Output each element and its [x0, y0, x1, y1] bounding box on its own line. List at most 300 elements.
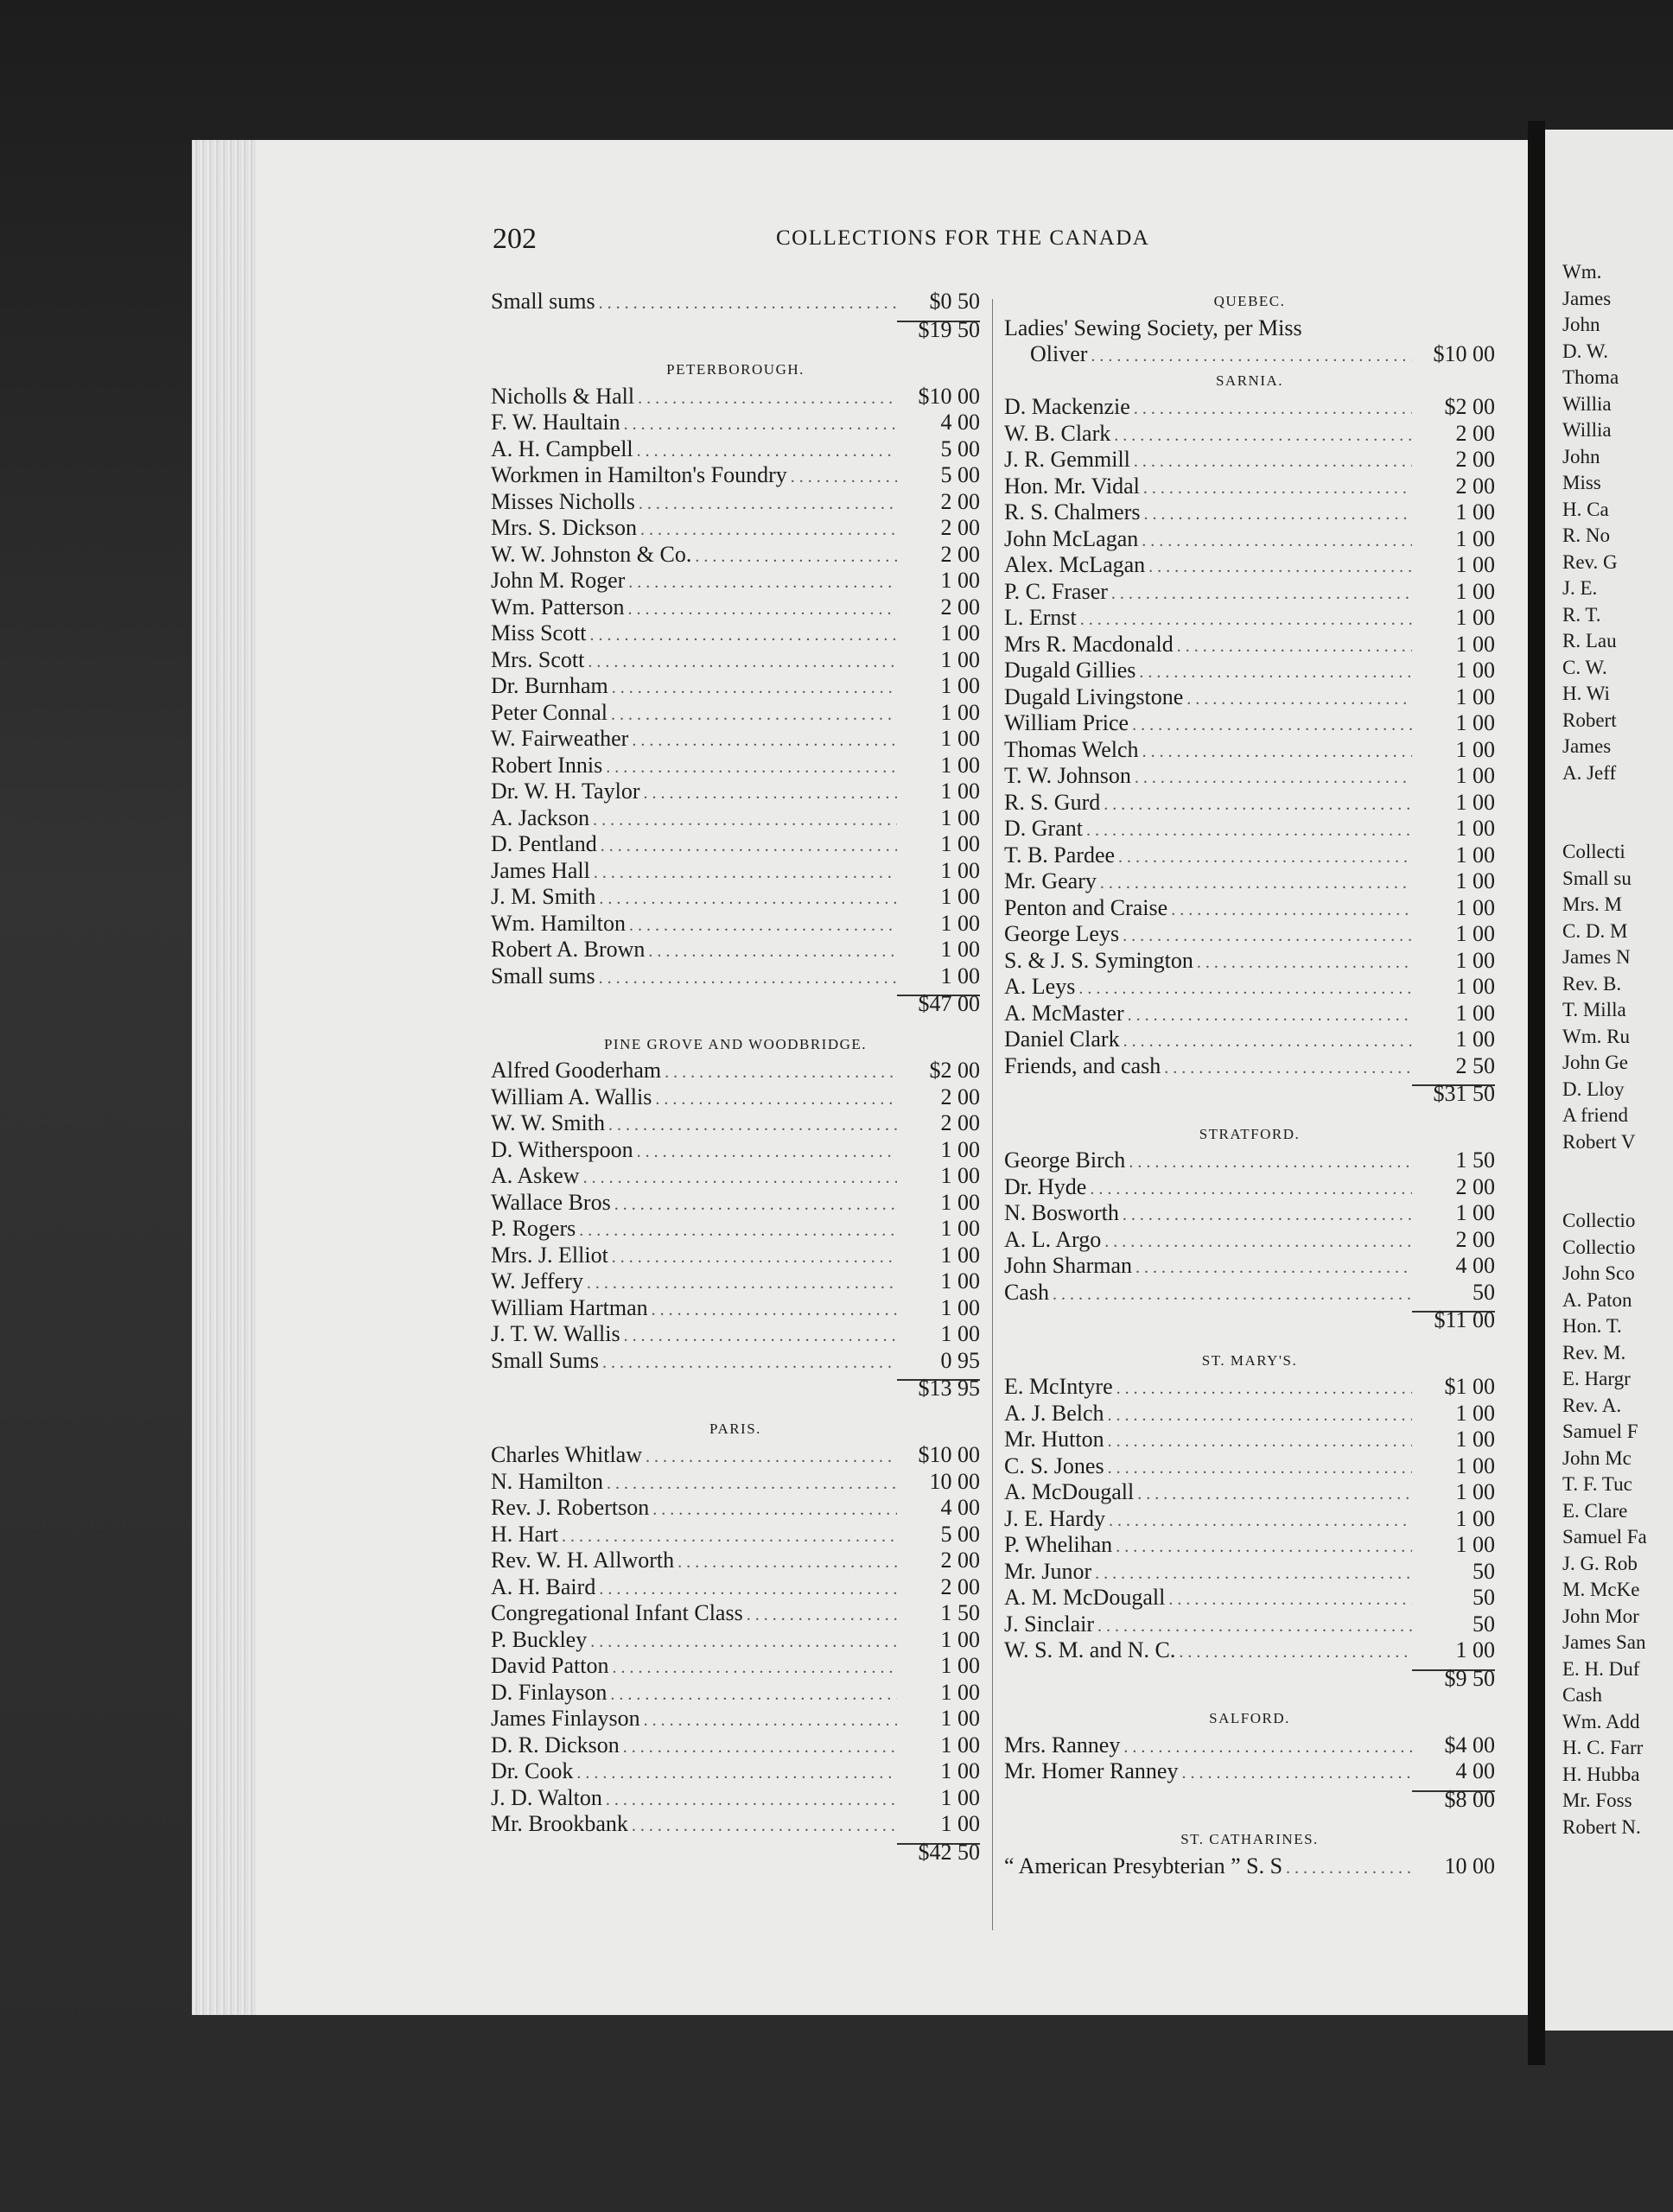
facing-page-line: Thoma: [1562, 366, 1619, 388]
contribution-row: [491, 1348, 980, 1375]
contribution-row: [1004, 790, 1495, 817]
contribution-amount: 5 00: [940, 462, 980, 487]
facing-page-line: T. Milla: [1562, 999, 1626, 1020]
contributor-name: A. Leys: [1004, 974, 1076, 999]
contributor-name: Thomas Welch: [1004, 736, 1139, 762]
contributor-name: Cash: [1004, 1279, 1049, 1305]
contribution-row: [491, 594, 980, 621]
contribution-amount: 50: [1473, 1585, 1495, 1610]
leader-dots: [1114, 423, 1412, 449]
contribution-row: [491, 1110, 980, 1137]
contribution-amount: 1 00: [940, 1163, 980, 1188]
facing-page-line: Collectio: [1562, 1236, 1636, 1258]
contribution-row: [1004, 1637, 1495, 1664]
contributor-name: James Finlayson: [491, 1706, 640, 1731]
contribution-amount: 1 00: [940, 884, 980, 909]
facing-page-line: Robert: [1562, 709, 1617, 731]
contribution-row: [1004, 1401, 1495, 1427]
contribution-row: [491, 1811, 980, 1838]
spacer: [1004, 1108, 1495, 1122]
contribution-row: [491, 1548, 980, 1574]
contributor-name: Ladies' Sewing Society, per Miss: [1004, 315, 1302, 340]
contributor-name: Mr. Hutton: [1004, 1427, 1104, 1452]
facing-page-line: Robert N.: [1562, 1815, 1641, 1838]
contributor-name: Dugald Livingstone: [1004, 683, 1184, 709]
leader-dots: [648, 938, 897, 965]
facing-page-line: Rev. B.: [1562, 972, 1622, 995]
leader-dots: [1108, 1402, 1412, 1429]
contribution-row: [1004, 1027, 1495, 1053]
contributor-name: F. W. Haultain: [491, 410, 620, 435]
contribution-amount: 1 00: [1455, 710, 1495, 735]
facing-page-line: Samuel Fa: [1562, 1526, 1647, 1548]
contribution-row: [491, 831, 980, 858]
page-edges: [192, 140, 258, 2015]
facing-page-line: C. W.: [1562, 656, 1607, 678]
contribution-row: [1004, 1559, 1495, 1586]
contribution-row: [1004, 394, 1495, 421]
contribution-row: [491, 1442, 980, 1469]
leader-dots: [677, 1549, 897, 1576]
contribution-row: [1004, 1585, 1495, 1611]
contribution-amount: 1 00: [1455, 552, 1495, 577]
contribution-amount: 1 00: [940, 620, 980, 645]
leader-dots: [1128, 1002, 1412, 1029]
contribution-amount: 1 00: [1455, 763, 1495, 788]
leader-dots: [637, 438, 897, 465]
contributor-name: Daniel Clark: [1004, 1027, 1120, 1052]
location-heading: ST. CATHARINES.: [1180, 1831, 1319, 1847]
facing-page-line: Willia: [1562, 419, 1612, 441]
contribution-amount: 1 00: [1455, 1200, 1495, 1225]
contributor-name: Miss Scott: [491, 620, 587, 645]
leader-dots: [629, 912, 897, 939]
contributor-name: Robert A. Brown: [491, 937, 646, 962]
contributor-name: John Sharman: [1004, 1253, 1133, 1278]
facing-page-line: Collecti: [1562, 841, 1625, 862]
contribution-amount: 1 00: [940, 1268, 980, 1294]
leader-dots: [1134, 396, 1412, 423]
contribution-row: [1004, 1253, 1495, 1280]
leader-dots: [1078, 976, 1412, 1002]
contributor-name: W. W. Smith: [491, 1110, 605, 1135]
leader-dots: [1143, 501, 1412, 528]
contributor-name: J. D. Walton: [491, 1784, 602, 1810]
contribution-row: [1004, 1611, 1495, 1638]
leader-dots: [613, 1655, 898, 1681]
facing-page-line: H. Hubba: [1562, 1763, 1640, 1785]
contribution-row: [1004, 1853, 1495, 1880]
contribution-row: [491, 1680, 980, 1707]
contribution-amount: 5 00: [940, 1521, 980, 1547]
leader-dots: [606, 754, 897, 781]
contribution-amount: 1 00: [1455, 842, 1495, 868]
facing-page-line: Wm. Add: [1562, 1710, 1640, 1732]
facing-page-line: John Mor: [1562, 1605, 1639, 1627]
contributor-name: P. Rogers: [491, 1216, 576, 1241]
contribution-amount: 1 00: [940, 646, 980, 672]
location-heading: PINE GROVE AND WOODBRIDGE.: [603, 1035, 868, 1052]
leader-dots: [1164, 1055, 1412, 1082]
contribution-amount: 2 00: [1455, 1173, 1495, 1199]
contribution-row: [1004, 499, 1495, 526]
facing-page-line: J. E.: [1562, 577, 1598, 599]
contribution-amount: $2 00: [1444, 394, 1495, 419]
contribution-row: [491, 726, 980, 753]
leader-dots: [607, 1471, 897, 1497]
facing-page-line: E. Clare: [1562, 1499, 1628, 1522]
contribution-amount: 1 00: [940, 699, 980, 725]
contribution-row: [1004, 921, 1495, 948]
leader-dots: [576, 1760, 897, 1787]
spacer: [491, 1402, 980, 1416]
book-gutter: [1528, 121, 1545, 2065]
contributor-name: P. Buckley: [491, 1626, 588, 1652]
facing-page-line: A friend: [1562, 1104, 1629, 1126]
leader-dots: [612, 1244, 897, 1271]
leader-dots: [1111, 581, 1412, 607]
contribution-row: [1004, 1374, 1495, 1401]
facing-page-line: James San: [1562, 1631, 1646, 1653]
contributor-name: Dr. Burnham: [491, 673, 608, 698]
facing-page-line: Wm.: [1562, 261, 1602, 283]
contributor-name: Hon. Mr. Vidal: [1004, 473, 1140, 499]
contribution-amount: 5 00: [940, 435, 980, 461]
contributor-name: D. Finlayson: [491, 1679, 607, 1705]
leader-dots: [1286, 1855, 1412, 1882]
location-heading: STRATFORD.: [1199, 1125, 1301, 1142]
contribution-amount: 1 00: [1455, 921, 1495, 946]
contribution-amount: 1 00: [1455, 1027, 1495, 1052]
contributor-name: D. Grant: [1004, 816, 1083, 841]
facing-page-line: Robert V: [1562, 1130, 1636, 1153]
contribution-row: [491, 1321, 980, 1348]
leader-dots: [610, 1681, 897, 1708]
contributor-name: Dr. W. H. Taylor: [491, 779, 640, 804]
leader-dots: [599, 1576, 897, 1603]
contribution-amount: 1 00: [1455, 947, 1495, 973]
contribution-row: [1004, 579, 1495, 606]
column-divider: [992, 299, 993, 1930]
contribution-amount: $10 00: [918, 383, 980, 409]
contribution-row: [491, 1758, 980, 1785]
contribution-amount: 1 00: [940, 726, 980, 751]
contribution-amount: 1 00: [940, 1706, 980, 1731]
contributor-name: Wallace Bros: [491, 1189, 611, 1215]
leader-dots: [623, 1734, 897, 1761]
contribution-row: [1004, 1280, 1495, 1306]
contributor-name: Wm. Hamilton: [491, 910, 626, 936]
leader-dots: [588, 649, 897, 676]
leader-dots: [590, 622, 897, 649]
contributor-name: W. S. M. and N. C.: [1004, 1637, 1176, 1662]
contribution-amount: 2 00: [1455, 473, 1495, 499]
contribution-amount: 1 00: [1455, 658, 1495, 683]
contribution-amount: 1 00: [1455, 894, 1495, 920]
contribution-row: [491, 515, 980, 542]
facing-page-line: Samuel F: [1562, 1421, 1638, 1442]
location-heading: PARIS.: [709, 1420, 761, 1437]
contribution-row: [1004, 1174, 1495, 1201]
facing-page-line: Miss: [1562, 472, 1601, 493]
leader-dots: [1123, 1028, 1412, 1055]
contributor-name: Small Sums: [491, 1347, 599, 1373]
leader-dots: [612, 675, 897, 702]
leader-dots: [599, 965, 897, 992]
contribution-amount: 1 00: [940, 910, 980, 936]
contribution-row: [1004, 763, 1495, 790]
contributor-name: Mr. Junor: [1004, 1558, 1092, 1584]
contribution-row: [491, 753, 980, 779]
contributor-name: William Hartman: [491, 1294, 648, 1320]
contribution-amount: 4 00: [1455, 1758, 1495, 1783]
facing-page-line: John: [1562, 314, 1600, 335]
facing-page-line: Rev. M.: [1562, 1341, 1626, 1363]
leader-dots: [665, 1059, 897, 1086]
contributor-name: P. Whelihan: [1004, 1532, 1113, 1557]
leader-dots: [1134, 448, 1412, 475]
contribution-row: [491, 911, 980, 938]
contributor-name: A. McMaster: [1004, 1000, 1124, 1026]
contribution-amount: 1 00: [1455, 1452, 1495, 1478]
contributor-name: Rev. J. Robertson: [491, 1495, 650, 1520]
contribution-amount: 1 00: [1455, 1400, 1495, 1426]
leader-dots: [601, 833, 897, 860]
contribution-row: [491, 805, 980, 832]
contributor-name: Mrs. Scott: [491, 646, 585, 672]
leader-dots: [652, 1497, 897, 1523]
facing-page-text: [1562, 259, 1647, 1840]
contribution-amount: 1 00: [1455, 736, 1495, 762]
facing-page-line: Mr. Foss: [1562, 1789, 1632, 1811]
running-header: COLLECTIONS FOR THE CANADA: [776, 226, 1150, 250]
contributor-name: Mrs R. Macdonald: [1004, 631, 1174, 657]
contributor-name: Mrs. J. Elliot: [491, 1242, 608, 1268]
contribution-amount: 1 00: [940, 857, 980, 883]
leader-dots: [638, 385, 897, 412]
contributor-name: J. E. Hardy: [1004, 1505, 1105, 1531]
contribution-row: [1004, 474, 1495, 500]
leader-dots: [1123, 1202, 1412, 1229]
location-total: $8 00: [1444, 1786, 1495, 1812]
contribution-row: [491, 1469, 980, 1496]
contributor-name: W. Fairweather: [491, 726, 629, 751]
contribution-row: [1004, 341, 1495, 368]
contribution-amount: 0 95: [940, 1347, 980, 1373]
contribution-amount: 1 00: [1455, 631, 1495, 657]
contribution-row: [491, 568, 980, 594]
contributor-name: P. C. Fraser: [1004, 578, 1108, 604]
contribution-amount: 1 00: [1455, 525, 1495, 551]
contribution-amount: 1 00: [1455, 605, 1495, 630]
contributor-name: Misses Nicholls: [491, 488, 635, 514]
contributor-name: Wm. Patterson: [491, 594, 625, 620]
contributor-name: William Price: [1004, 710, 1129, 735]
contribution-amount: $1 00: [1444, 1374, 1495, 1399]
facing-page-line: Collectio: [1562, 1210, 1636, 1231]
contributor-name: Small sums: [491, 289, 595, 314]
contribution-row: [491, 542, 980, 569]
contribution-amount: 1 00: [1455, 1637, 1495, 1662]
leader-dots: [643, 780, 897, 807]
contributor-name: Mr. Homer Ranney: [1004, 1758, 1179, 1783]
leader-dots: [646, 1444, 897, 1471]
facing-page-line: C. D. M: [1562, 919, 1628, 942]
contributor-name: W. W. Johnston & Co.: [491, 541, 692, 567]
contribution-row: [1004, 1479, 1495, 1506]
contributor-name: T. W. Johnson: [1004, 763, 1131, 788]
leader-dots: [1100, 870, 1412, 897]
contributor-name: H. Hart: [491, 1521, 558, 1547]
contribution-row: [1004, 1200, 1495, 1227]
contributor-name: A. M. McDougall: [1004, 1585, 1166, 1610]
leader-dots: [628, 596, 897, 623]
facing-page-line: H. Ca: [1562, 498, 1609, 520]
contributor-name: Friends, and cash: [1004, 1052, 1161, 1078]
facing-page-line: Hon. T.: [1562, 1315, 1622, 1337]
contribution-amount: 1 00: [940, 1732, 980, 1758]
contribution-row: [491, 963, 980, 990]
spacer: [491, 1018, 980, 1032]
contribution-amount: 50: [1473, 1611, 1495, 1637]
contributor-name: Dugald Gillies: [1004, 658, 1136, 683]
contribution-row: [491, 1785, 980, 1812]
contribution-row: [491, 1295, 980, 1322]
leader-dots: [1135, 765, 1412, 791]
leader-dots: [1171, 897, 1412, 924]
contribution-row: [1004, 1506, 1495, 1533]
contribution-row: [491, 489, 980, 516]
location-total: $9 50: [1444, 1665, 1495, 1691]
contribution-amount: 2 00: [940, 594, 980, 620]
contribution-row: [491, 1522, 980, 1548]
leader-dots: [614, 1192, 897, 1218]
facing-page-line: Wm. Ru: [1562, 1025, 1630, 1047]
contribution-row: [491, 647, 980, 674]
contribution-amount: 1 00: [1455, 1532, 1495, 1557]
leader-dots: [1142, 528, 1412, 555]
contribution-row: [491, 462, 980, 489]
contribution-amount: 1 00: [1455, 1427, 1495, 1452]
contribution-row: [1004, 684, 1495, 711]
contributor-name: J. M. Smith: [491, 884, 596, 909]
contributor-name: Oliver: [1030, 341, 1088, 366]
spacer: [491, 1866, 980, 1879]
facing-page-line: T. F. Tuc: [1562, 1473, 1632, 1495]
contribution-amount: 1 00: [940, 1679, 980, 1705]
facing-page-line: A. Jeff: [1562, 761, 1617, 784]
facing-page-line: M. McKe: [1562, 1579, 1640, 1600]
leader-dots: [1097, 1613, 1412, 1640]
page-number: 202: [493, 223, 537, 255]
facing-page-line: Rev. G: [1562, 550, 1618, 573]
spacer: [1004, 1813, 1495, 1827]
contribution-amount: 1 00: [940, 1758, 980, 1783]
contribution-row: [491, 1495, 980, 1522]
leader-dots: [632, 728, 897, 754]
contribution-row: [491, 858, 980, 885]
contribution-amount: 1 50: [1455, 1147, 1495, 1173]
leader-dots: [1177, 633, 1412, 660]
contributor-name: Peter Connal: [491, 699, 608, 725]
contribution-amount: 1 00: [940, 831, 980, 856]
contribution-amount: 1 00: [940, 779, 980, 804]
leader-dots: [590, 1629, 897, 1656]
leader-dots: [1118, 844, 1412, 871]
contribution-row: [1004, 526, 1495, 553]
contributor-name: Robert Innis: [491, 752, 603, 778]
leader-dots: [593, 807, 897, 834]
contribution-amount: 2 00: [1455, 447, 1495, 472]
leader-dots: [562, 1523, 897, 1550]
contribution-amount: 4 00: [940, 410, 980, 435]
leader-dots: [1109, 1508, 1412, 1535]
leader-dots: [1143, 475, 1412, 502]
leader-dots: [1132, 712, 1412, 739]
leader-dots: [695, 543, 897, 570]
facing-page-line: A. Paton: [1562, 1288, 1632, 1311]
contributor-name: A. J. Belch: [1004, 1400, 1104, 1426]
facing-page-line: J. G. Rob: [1562, 1552, 1638, 1574]
facing-page-line: Cash: [1562, 1684, 1602, 1706]
contributor-name: D. R. Dickson: [491, 1732, 620, 1758]
contribution-amount: 1 00: [940, 963, 980, 988]
contributor-name: W. Jeffery: [491, 1268, 583, 1294]
location-heading: SALFORD.: [1209, 1710, 1290, 1726]
contributor-name: D. Pentland: [491, 831, 597, 856]
leader-dots: [1181, 1760, 1412, 1787]
contributor-name: Dr. Hyde: [1004, 1173, 1087, 1199]
location-total: $11 00: [1434, 1307, 1495, 1332]
contribution-amount: 1 00: [940, 1321, 980, 1346]
facing-page-line: John Sco: [1562, 1262, 1635, 1284]
leader-dots: [1168, 1586, 1412, 1613]
facing-page-line: Willia: [1562, 392, 1612, 415]
contribution-row: [491, 779, 980, 805]
facing-page-line: James N: [1562, 946, 1631, 968]
location-total: $31 50: [1433, 1081, 1495, 1106]
contribution-row: [1004, 974, 1495, 1001]
contribution-amount: 1 00: [940, 1242, 980, 1268]
contributor-name: Mrs. Ranney: [1004, 1732, 1121, 1758]
leader-dots: [1086, 817, 1412, 844]
contributor-name: Charles Whitlaw: [491, 1442, 642, 1467]
contribution-amount: 1 00: [940, 1784, 980, 1810]
contributor-name: T. B. Pardee: [1004, 842, 1116, 868]
leader-dots: [608, 1112, 897, 1139]
contribution-row: [491, 620, 980, 647]
contributor-name: John McLagan: [1004, 525, 1139, 551]
contributor-name: A. Askew: [491, 1163, 580, 1188]
contribution-amount: 1 50: [940, 1600, 980, 1625]
leader-dots: [1090, 1176, 1412, 1203]
contributor-name: A. H. Baird: [491, 1573, 596, 1599]
leader-dots: [652, 1297, 897, 1324]
facing-page-line: E. H. Duf: [1562, 1657, 1640, 1680]
contribution-row: [491, 1243, 980, 1269]
contribution-amount: 1 00: [940, 937, 980, 962]
leader-dots: [587, 1270, 897, 1297]
contribution-amount: 2 50: [1455, 1052, 1495, 1078]
contribution-amount: 50: [1473, 1279, 1495, 1305]
location-total: $47 00: [918, 991, 980, 1016]
contribution-amount: $10 00: [918, 1442, 980, 1467]
contributor-name: Workmen in Hamilton's Foundry: [491, 462, 787, 487]
contribution-row: [491, 1084, 980, 1111]
contribution-amount: 2 00: [940, 1573, 980, 1599]
contribution-amount: 4 00: [1455, 1253, 1495, 1278]
leader-dots: [579, 1217, 897, 1244]
